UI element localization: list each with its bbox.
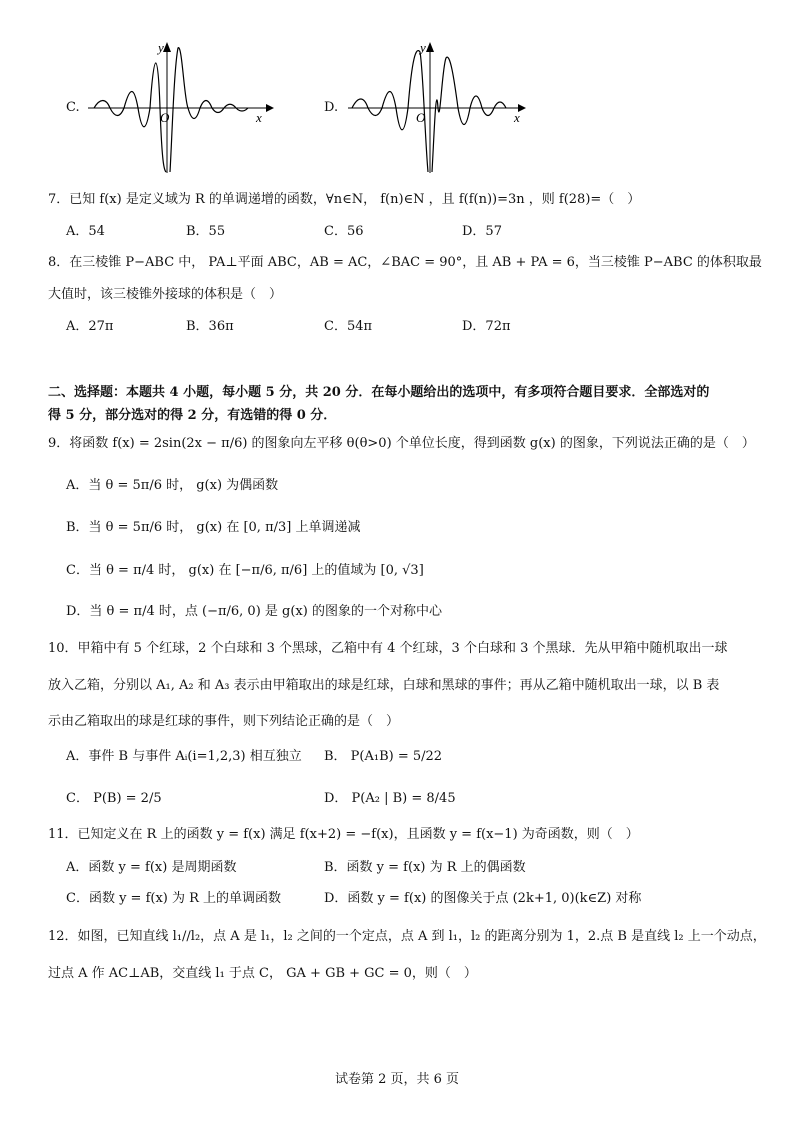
graph-c-label: C. xyxy=(66,100,80,115)
q7-option-d[interactable]: D．57 xyxy=(462,224,502,239)
q7-option-b[interactable]: B．55 xyxy=(186,224,226,239)
page-footer: 试卷第 2 页，共 6 页 xyxy=(334,1072,460,1087)
q11-option-d[interactable]: D．函数 y = f(x) 的图像关于点 (2k+1, 0)(k∈Z) 对称 xyxy=(324,891,642,906)
q11-stem: 11．已知定义在 R 上的函数 y = f(x) 满足 f(x+2) = −f(x)，且函数 y = f(x−1) 为奇函数，则（ ） xyxy=(48,827,639,842)
q8-stem-line2: 大值时，该三棱锥外接球的体积是（ ） xyxy=(48,287,283,302)
q9-option-b[interactable]: B．当 θ = 5π/6 时， g(x) 在 [0, π/3] 上单调递减 xyxy=(66,520,361,535)
q10-option-c[interactable]: C． P(B) = 2/5 xyxy=(66,791,162,806)
q11-option-b[interactable]: B．函数 y = f(x) 为 R 上的偶函数 xyxy=(324,860,526,875)
graph-c-x-label: x xyxy=(256,110,262,125)
graph-d-y-label: y xyxy=(420,40,426,55)
q8-stem-line1: 8．在三棱锥 P−ABC 中， PA⊥平面 ABC，AB = AC，∠BAC = 90°，且 AB + PA = 6，当三棱锥 P−ABC 的体积取最 xyxy=(48,255,762,270)
graph-d-label: D. xyxy=(324,100,339,115)
graph-d xyxy=(348,38,548,178)
q10-option-d[interactable]: D． P(A₂ | B) = 8/45 xyxy=(324,791,456,806)
graph-d-x-label: x xyxy=(514,110,520,125)
q9-stem: 9．将函数 f(x) = 2sin(2x − π/6) 的图象向左平移 θ(θ>0) 个单位长度，得到函数 g(x) 的图象，下列说法正确的是（ ） xyxy=(48,436,755,451)
q10-option-a[interactable]: A．事件 B 与事件 Aᵢ(i=1,2,3) 相互独立 xyxy=(66,749,302,764)
q11-option-a[interactable]: A．函数 y = f(x) 是周期函数 xyxy=(66,860,237,875)
section-2-heading-line1: 二、选择题：本题共 4 小题，每小题 5 分，共 20 分．在每小题给出的选项中，有多项符合题目要求．全部选对的 xyxy=(48,385,710,400)
q11-option-c[interactable]: C．函数 y = f(x) 为 R 上的单调函数 xyxy=(66,891,282,906)
graph-c xyxy=(88,38,288,178)
q7-stem: 7．已知 f(x) 是定义域为 R 的单调递增的函数，∀n∈N， f(n)∈N ，且 f(f(n))=3n ，则 f(28)=（ ） xyxy=(48,192,641,207)
q12-stem-line1: 12．如图，已知直线 l₁//l₂，点 A 是 l₁，l₂ 之间的一个定点，点 A 到 l₁，l₂ 的距离分别为 1，2.点 B 是直线 l₂ 上一个动点， xyxy=(48,929,766,944)
q7-option-a[interactable]: A．54 xyxy=(66,224,105,239)
q8-option-a[interactable]: A．27π xyxy=(66,319,114,334)
q9-option-d[interactable]: D．当 θ = π/4 时，点 (−π/6, 0) 是 g(x) 的图象的一个对称中心 xyxy=(66,604,442,619)
q10-stem-line2: 放入乙箱，分别以 A₁, A₂ 和 A₃ 表示由甲箱取出的球是红球，白球和黑球的事件；再从乙箱中随机取出一球，以 B 表 xyxy=(48,678,720,693)
q10-stem-line1: 10．甲箱中有 5 个红球，2 个白球和 3 个黑球，乙箱中有 4 个红球，3 个白球和 3 个黑球．先从甲箱中随机取出一球 xyxy=(48,641,728,656)
q8-option-b[interactable]: B．36π xyxy=(186,319,234,334)
q12-stem-line2: 过点 A 作 AC⊥AB，交直线 l₁ 于点 C， GA + GB + GC = 0，则（ ） xyxy=(48,966,477,981)
q8-option-d[interactable]: D．72π xyxy=(462,319,511,334)
section-2-heading-line2: 得 5 分，部分选对的得 2 分，有选错的得 0 分． xyxy=(48,408,337,423)
q10-option-b[interactable]: B． P(A₁B) = 5/22 xyxy=(324,749,443,764)
q8-option-c[interactable]: C．54π xyxy=(324,319,373,334)
graph-d-origin: O xyxy=(416,110,426,125)
q9-option-a[interactable]: A．当 θ = 5π/6 时， g(x) 为偶函数 xyxy=(66,478,279,493)
q9-option-c[interactable]: C．当 θ = π/4 时， g(x) 在 [−π/6, π/6] 上的值域为 [0, √3] xyxy=(66,563,424,578)
q10-stem-line3: 示由乙箱取出的球是红球的事件，则下列结论正确的是（ ） xyxy=(48,714,400,729)
q7-option-c[interactable]: C．56 xyxy=(324,224,364,239)
graph-c-y-label: y xyxy=(158,40,164,55)
graph-c-origin: O xyxy=(160,110,170,125)
